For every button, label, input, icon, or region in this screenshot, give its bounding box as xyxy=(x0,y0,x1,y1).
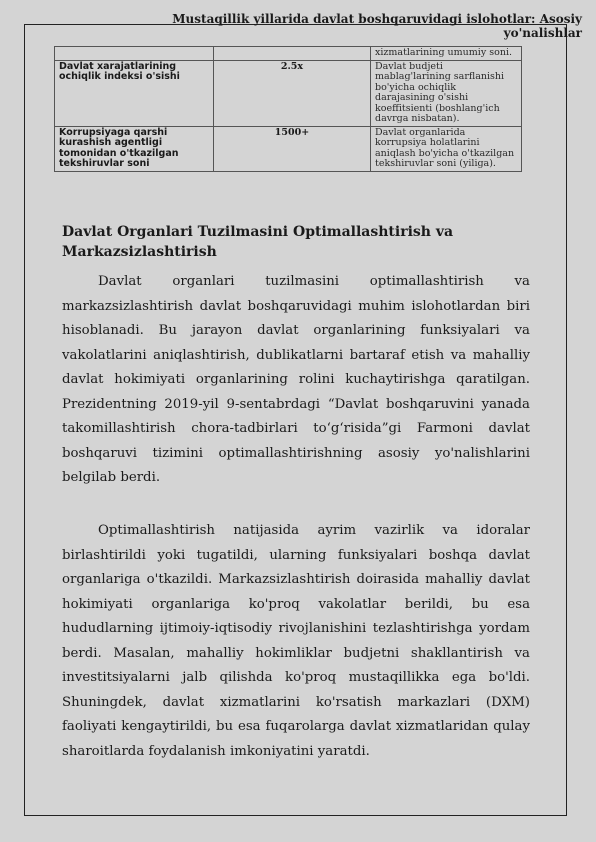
statistics-table xyxy=(54,46,522,172)
table-cell-label: Davlat xarajatlarining ochiqlik indeksi o'sishi xyxy=(55,60,214,126)
body-paragraph: Optimallashtirish natijasida ayrim vazirlik va idoralar birlashtirildi yoki tugatildi, ularning funksiyalari boshqa davlat organlariga o'tkazildi. Markazsizlashtirish doirasida mahalliy davlat hokimiyati organlariga ko'proq vakolatlar berildi, bu esa hududlarning ijtimoiy-iqtisodiy rivojlanishini tezlashtirishga yordam berdi. Masalan, mahalliy hokimliklar budjetni shakllantirish va investitsiyalarni jalb qilishda ko'proq mustaqillikka ega bo'ldi. Shuningdek, davlat xizmatlarini ko'rsatish markazlari (DXM) faoliyati kengaytirildi, bu esa fuqarolarga davlat xizmatlaridan qulay sharoitlarda foydalanish imkoniyatini yaratdi. xyxy=(62,523,530,759)
body-paragraph: Davlat organlari tuzilmasini optimallashtirish va markazsizlashtirish davlat boshqaruvidagi muhim islohotlardan biri hisoblanadi. Bu jarayon davlat organlarining funksiyalari va vakolatlarini aniqlashtirish, dublikatlarni bartaraf etish va mahalliy davlat hokimiyati organlarining rolini kuchaytirishga qaratilgan. Prezidentning 2019-yil 9-sentabrdagi “Davlat boshqaruvini yanada takomillashtirish chora-tadbirlari to‘g‘risida”gi Farmoni davlat boshqaruvi tizimini optimallashtirishning asosiy yo'nalishlarini belgilab berdi. xyxy=(62,274,530,485)
table-cell-description: Davlat budjeti mablag'larining sarflanishi bo'yicha ochiqlik darajasining o'sishi koeffitsienti (boshlang'ich davrga nisbatan). xyxy=(371,60,522,126)
table-row xyxy=(55,60,522,126)
table-cell-label: Korrupsiyaga qarshi kurashish agentligi tomonidan o'tkazilgan tekshiruvlar soni xyxy=(55,126,214,171)
table-cell-value: 2.5x xyxy=(214,60,371,126)
table-cell-description: xizmatlarining umumiy soni. xyxy=(371,47,522,61)
section-heading: Davlat Organlari Tuzilmasini Optimallashtirish va Markazsizlashtirish xyxy=(62,224,454,260)
table-cell-value xyxy=(214,47,371,61)
table-row xyxy=(55,126,522,171)
table-row xyxy=(55,47,522,61)
table-cell-description: Davlat organlarida korrupsiya holatlarini aniqlash bo'yicha o'tkazilgan tekshiruvlar soni (yiliga). xyxy=(371,126,522,171)
table-cell-label xyxy=(55,47,214,61)
table-cell-value: 1500+ xyxy=(214,126,371,171)
page-header-title: Mustaqillik yillarida davlat boshqaruvidagi islohotlar: Asosiy yo'nalishlar xyxy=(172,12,582,40)
